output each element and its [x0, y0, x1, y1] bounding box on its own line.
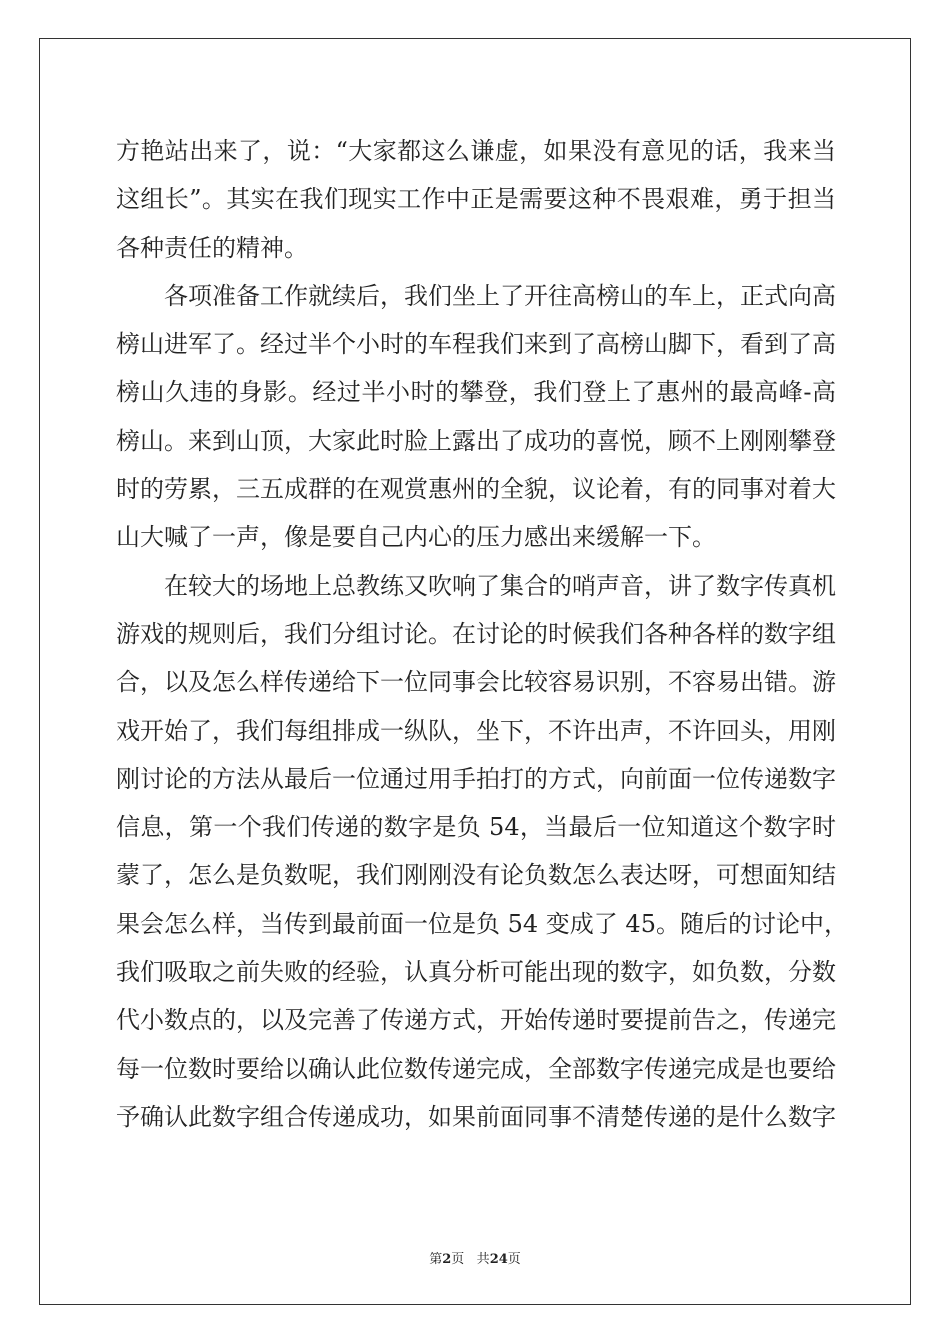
page-footer	[0, 1248, 950, 1267]
text-line: 时的劳累，三五成群的在观赏惠州的全貌，议论着，有的同事对着大	[116, 475, 836, 504]
paragraph-first-line: 在较大的场地上总教练又吹响了集合的哨声音，讲了数字传真机	[164, 571, 836, 600]
text-line: 戏开始了，我们每组排成一纵队，坐下，不许出声，不许回头，用刚	[116, 716, 836, 745]
page-number-prefix: 第	[429, 1252, 443, 1267]
text-line: 蒙了，怎么是负数呢，我们刚刚没有论负数怎么表达呀，可想面知结	[116, 861, 836, 890]
text-line: 我们吸取之前失败的经验，认真分析可能出现的数字，如负数，分数	[116, 958, 836, 987]
text-line: 这组长”。其实在我们现实工作中正是需要这种不畏艰难，勇于担当	[116, 185, 836, 214]
page-number-total: 24	[489, 1252, 508, 1267]
document-body	[116, 127, 848, 1141]
text-line: 榜山。来到山顶，大家此时脸上露出了成功的喜悦，顾不上刚刚攀登	[116, 426, 836, 455]
text-line: 予确认此数字组合传递成功，如果前面同事不清楚传递的是什么数字	[116, 1102, 836, 1131]
text-line: 榜山久违的身影。经过半小时的攀登，我们登上了惠州的最高峰-高	[116, 378, 836, 407]
page-total-prefix: 共	[476, 1252, 490, 1267]
text-line: 方艳站出来了，说：“大家都这么谦虚，如果没有意见的话，我来当	[116, 137, 836, 165]
paragraph-first-line: 各项准备工作就续后，我们坐上了开往高榜山的车上，正式向高	[164, 281, 836, 310]
text-line: 游戏的规则后，我们分组讨论。在讨论的时候我们各种各样的数字组	[116, 619, 836, 648]
text-line: 果会怎么样，当传到最前面一位是负 54 变成了 45。随后的讨论中，	[116, 909, 848, 938]
text-line: 榜山进军了。经过半个小时的车程我们来到了高榜山脚下，看到了高	[116, 330, 836, 359]
page-number-suffix: 页	[451, 1252, 465, 1267]
text-line: 刚讨论的方法从最后一位通过用手拍打的方式，向前面一位传递数字	[116, 764, 836, 793]
text-line: 代小数点的，以及完善了传递方式，开始传递时要提前告之，传递完	[116, 1006, 836, 1035]
page-number-current: 2	[442, 1252, 452, 1267]
text-line: 各种责任的精神。	[116, 233, 308, 262]
text-line: 每一位数时要给以确认此位数传递完成，全部数字传递完成是也要给	[116, 1054, 836, 1083]
text-line: 山大喊了一声，像是要自己内心的压力感出来缓解一下。	[116, 523, 716, 552]
text-line: 合，以及怎么样传递给下一位同事会比较容易识别，不容易出错。游	[116, 668, 836, 697]
text-line: 信息，第一个我们传递的数字是负 54，当最后一位知道这个数字时	[116, 813, 836, 842]
page-total-suffix: 页	[507, 1252, 521, 1267]
